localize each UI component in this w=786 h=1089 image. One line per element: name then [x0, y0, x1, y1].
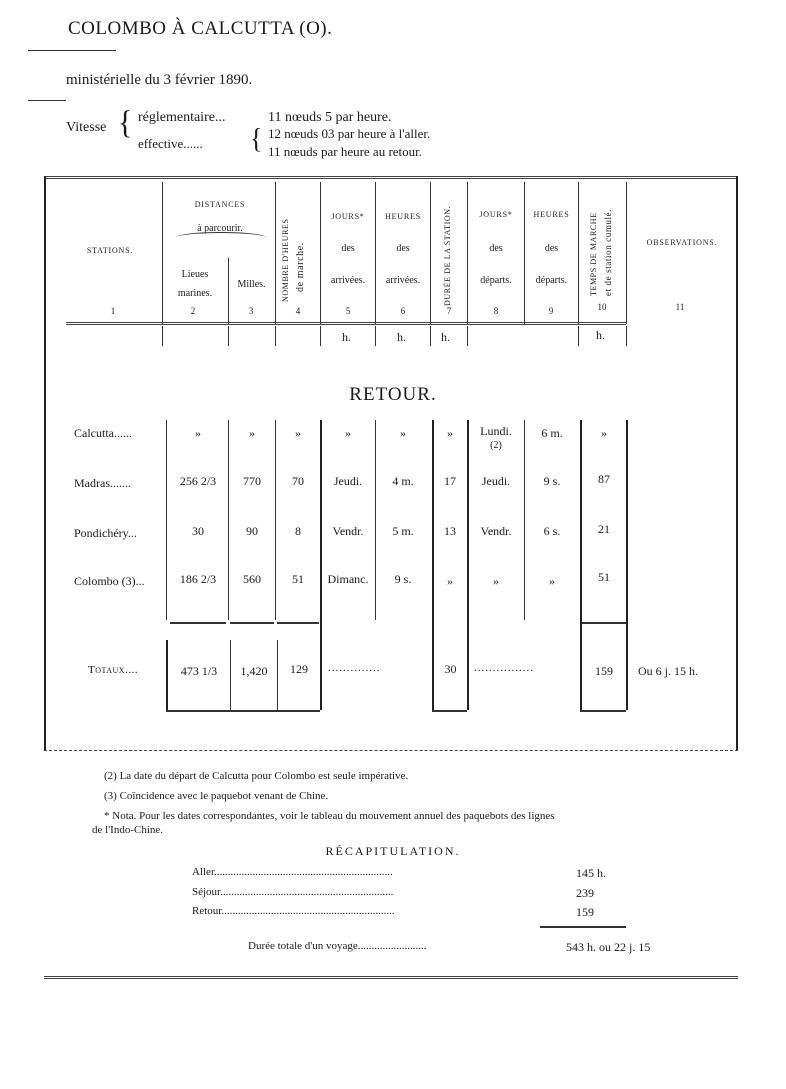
header-duree-station: DURÉE DE LA STATION. — [443, 205, 452, 306]
recap-title: RÉCAPITULATION. — [325, 844, 461, 858]
header-stations: STATIONS. — [86, 246, 134, 255]
recap-total-value: 543 h. ou 22 j. 15 — [566, 940, 651, 954]
totaux-label: Totaux.... — [88, 664, 139, 676]
recap-retour: Retour............................................................... — [192, 905, 395, 917]
vitesse-reglementaire-value: 11 nœuds 5 par heure. — [268, 110, 392, 125]
row-station-colombo: Colombo (3)... — [74, 574, 145, 588]
header-a-parcourir: à parcourir. — [197, 223, 243, 234]
header-de-marche: de marche. — [295, 242, 306, 292]
header-temps-marche: TEMPS DE MARCHE — [589, 212, 598, 296]
note-2: (2) La date du départ de Calcutta pour Colombo est seule impérative. — [104, 770, 409, 782]
header-lieues: Lieues — [181, 269, 209, 280]
page-title: COLOMBO À CALCUTTA (O). — [68, 18, 333, 39]
header-milles: Milles. — [237, 279, 266, 290]
header-jours-departs: JOURS* — [479, 210, 513, 219]
header-nombre-heures: NOMBRE D'HEURES — [281, 218, 290, 302]
ministerielle-divider — [28, 100, 66, 101]
header-heures-arrivees: HEURES — [385, 212, 421, 221]
row-station-pondichery: Pondichéry... — [74, 526, 137, 540]
recap-total-label: Durée totale d'un voyage......................... — [248, 940, 427, 952]
vitesse-label: Vitesse — [66, 120, 107, 135]
vitesse-brace: { — [118, 104, 133, 141]
table-bottom-rule — [44, 750, 738, 751]
header-heures-departs: HEURES — [533, 210, 570, 219]
header-marines: marines. — [177, 288, 213, 299]
table-right-border — [736, 176, 738, 751]
section-title-retour: RETOUR. — [349, 384, 437, 405]
table-left-border — [44, 176, 46, 751]
vitesse-reglementaire: réglementaire... — [138, 110, 226, 125]
header-station-cumule: et de station cumulé. — [603, 208, 613, 296]
header-distances: DISTANCES — [194, 200, 246, 209]
totaux-observations: Ou 6 j. 15 h. — [638, 664, 698, 678]
vitesse-effective: effective...... — [138, 136, 203, 151]
page-bottom-rule — [44, 976, 738, 979]
effective-brace: { — [250, 122, 263, 155]
note-nota: * Nota. Pour les dates correspondantes, voir le tableau du mouvement annuel des paquebots des lignes — [104, 810, 555, 822]
row-station-calcutta: Calcutta...... — [74, 426, 132, 440]
recap-sejour: Séjour............................................................... — [192, 886, 394, 898]
header-observations: OBSERVATIONS. — [646, 238, 718, 247]
vitesse-effective-aller: 12 nœuds 03 par heure à l'aller. — [268, 126, 431, 141]
ministerielle-line: ministérielle du 3 février 1890. — [66, 72, 253, 88]
recap-aller: Aller................................................................. — [192, 866, 393, 878]
table-top-border — [44, 176, 738, 179]
vitesse-effective-retour: 11 nœuds par heure au retour. — [268, 144, 423, 159]
note-3: (3) Coïncidence avec le paquebot venant de Chine. — [104, 790, 329, 802]
header-distances-brace — [176, 232, 266, 243]
note-nota-cont: de l'Indo-Chine. — [92, 824, 164, 836]
title-divider — [28, 50, 116, 51]
header-jours-arrivees: JOURS* — [331, 212, 365, 221]
header-bottom-rule — [66, 322, 626, 325]
row-station-madras: Madras....... — [74, 476, 131, 490]
